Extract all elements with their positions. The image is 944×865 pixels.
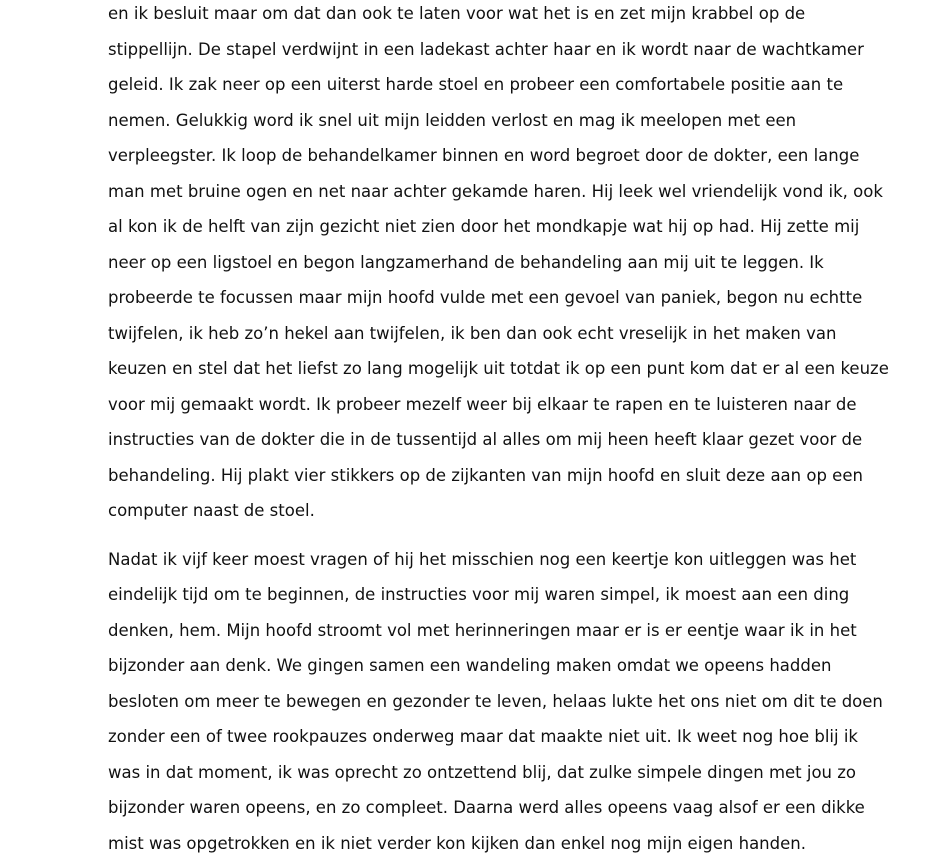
paragraph-line: zonder een of twee rookpauzes onderweg maar dat maakte niet uit. Ik weet nog hoe blij ik bbox=[108, 727, 858, 746]
paragraph-line: neer op een ligstoel en begon langzamerhand de behandeling aan mij uit te leggen. Ik bbox=[108, 252, 824, 272]
paragraph-line: geleid. Ik zak neer op een uiterst harde stoel en probeer een comfortabele positie aan te bbox=[108, 75, 844, 94]
paragraph-line: Nadat ik vijf keer moest vragen of hij het misschien nog een keertje kon uitleggen was het bbox=[108, 549, 857, 569]
paragraph-line: was in dat moment, ik was oprecht zo ontzettend blij, dat zulke simpele dingen met jou zo bbox=[108, 762, 857, 782]
paragraph-line: man met bruine ogen en net naar achter gekamde haren. Hij leek wel vriendelijk vond ik, ook bbox=[108, 181, 883, 201]
paragraph-line: probeerde te focussen maar mijn hoofd vulde met een gevoel van paniek, begon nu echtte bbox=[108, 288, 863, 307]
paragraph-line: mist was opgetrokken en ik niet verder kon kijken dan enkel nog mijn eigen handen. bbox=[108, 833, 806, 853]
paragraph-line: computer naast de stoel. bbox=[108, 501, 315, 520]
paragraph-line: besloten om meer te bewegen en gezonder te leven, helaas lukte het ons niet om dit te doen bbox=[108, 691, 883, 711]
paragraph-line: bijzonder waren opeens, en zo compleet. Daarna werd alles opeens vaag alsof er een dikke bbox=[108, 798, 865, 817]
paragraph-line: verpleegster. Ik loop de behandelkamer binnen en word begroet door de dokter, een lange bbox=[108, 146, 860, 165]
paragraph-1 bbox=[108, 0, 889, 529]
paragraph-line: bijzonder aan denk. We gingen samen een wandeling maken omdat we opeens hadden bbox=[108, 656, 832, 675]
paragraph-line: denken, hem. Mijn hoofd stroomt vol met herinneringen maar er is er eentje waar ik in het bbox=[108, 620, 857, 640]
paragraph-line: eindelijk tijd om te beginnen, de instructies voor mij waren simpel, ik moest aan een ding bbox=[108, 585, 850, 604]
paragraph-line: behandeling. Hij plakt vier stikkers op de zijkanten van mijn hoofd en sluit deze aan op een bbox=[108, 465, 863, 485]
paragraph-line: nemen. Gelukkig word ik snel uit mijn leidden verlost en mag ik meelopen met een bbox=[108, 110, 797, 130]
paragraph-line: al kon ik de helft van zijn gezicht niet zien door het mondkapje wat hij op had. Hij zette mij bbox=[108, 217, 860, 236]
paragraph-line: en ik besluit maar om dat dan ook te laten voor wat het is en zet mijn krabbel op de bbox=[108, 4, 806, 23]
paragraph-2 bbox=[108, 542, 883, 862]
paragraph-line: twijfelen, ik heb zo’n hekel aan twijfelen, ik ben dan ook echt vreselijk in het maken van bbox=[108, 323, 837, 343]
paragraph-line: instructies van de dokter die in de tussentijd al alles om mij heen heeft klaar gezet voor de bbox=[108, 430, 863, 449]
paragraph-line: keuzen en stel dat het liefst zo lang mogelijk uit totdat ik op een punt kom dat er al een keuze bbox=[108, 359, 889, 378]
paragraph-line: stippellijn. De stapel verdwijnt in een ladekast achter haar en ik wordt naar de wachtkamer bbox=[108, 39, 864, 59]
paragraph-line: voor mij gemaakt wordt. Ik probeer mezelf weer bij elkaar te rapen en te luisteren naar de bbox=[108, 394, 857, 414]
document-body bbox=[108, 0, 889, 861]
